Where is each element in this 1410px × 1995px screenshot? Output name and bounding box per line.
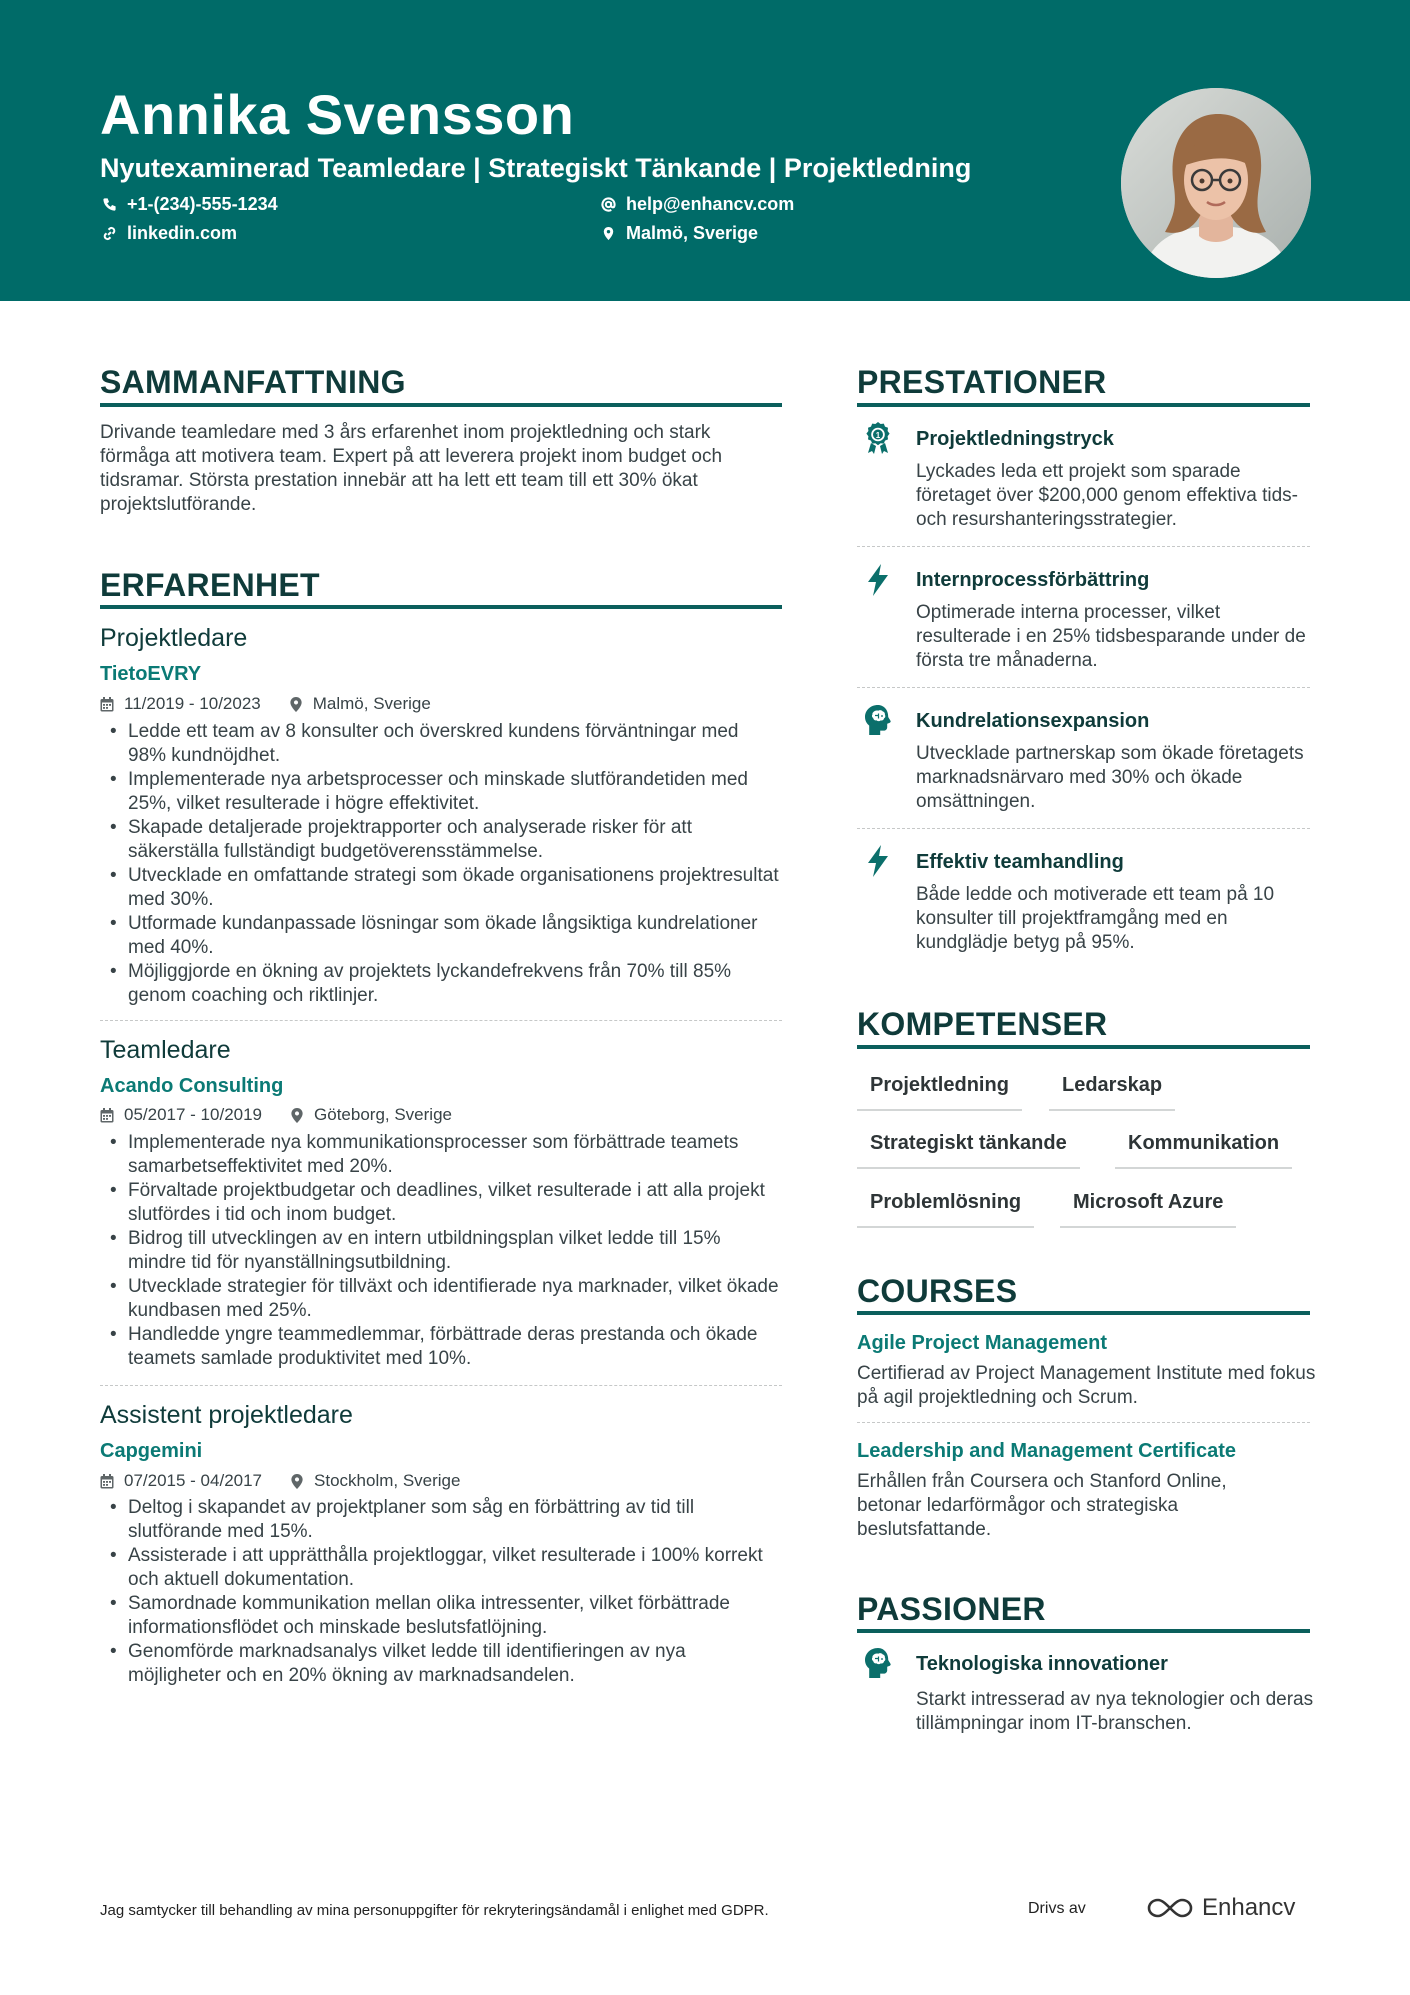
company-name: TietoEVRY bbox=[100, 663, 202, 685]
section-rule bbox=[857, 1629, 1310, 1633]
enhancv-logo[interactable] bbox=[1146, 1894, 1295, 1922]
powered-by-label: Drivs av bbox=[1028, 1900, 1086, 1917]
calendar-icon bbox=[100, 1474, 114, 1489]
achievement-title: Projektledningstryck bbox=[916, 428, 1114, 450]
section-title-passions: PASSIONER bbox=[857, 1591, 1046, 1627]
location-text: Malmö, Sverige bbox=[626, 223, 759, 243]
job-bullets bbox=[100, 720, 780, 1008]
job-dates: 07/2015 - 04/2017 bbox=[124, 1471, 263, 1490]
bullet-item: • Utvecklade en omfattande strategi som ökade organisationens projektresultat med 30%. bbox=[100, 864, 780, 912]
job-title: Projektledare bbox=[100, 624, 248, 652]
bullet-item: • Möjliggjorde en ökning av projektets lyckandefrekvens från 70% till 85% genom coaching och riktlinjer. bbox=[100, 960, 780, 1008]
divider bbox=[857, 828, 1310, 829]
course-text: Erhållen från Coursera och Stanford Online, betonar ledarförmågor och strategiska beslutsfattande. bbox=[857, 1471, 1227, 1540]
summary-text: Drivande teamledare med 3 års erfarenhet inom projektledning och stark förmåga att motivera team. Expert på att leverera projekt inom budget och tidsramar. Största prestation innebär att ha lett ett team till ett 30% ökat projektslutförande. bbox=[100, 422, 723, 515]
achievement-text: Utvecklade partnerskap som ökade företagets marknadsnärvaro med 30% och ökade omsättningen. bbox=[916, 743, 1304, 812]
section-title-experience: ERFARENHET bbox=[100, 567, 320, 603]
passion-text: Starkt intresserad av nya teknologier och deras tillämpningar inom IT-branschen. bbox=[916, 1689, 1314, 1734]
headline: Nyutexaminerad Teamledare | Strategiskt Tänkande | Projektledning bbox=[100, 153, 972, 183]
skill-tag: Kommunikation bbox=[1115, 1131, 1292, 1169]
gdpr-consent: Jag samtycker till behandling av mina personuppgifter för rekryteringsändamål i enlighet med GDPR. bbox=[100, 1902, 769, 1919]
bullet-item: • Implementerade nya kommunikationsprocesser som förbättrade teamets samarbetseffektivitet med 20%. bbox=[100, 1131, 780, 1179]
skill-tag: Microsoft Azure bbox=[1060, 1190, 1236, 1228]
bullet-item: • Implementerade nya arbetsprocesser och minskade slutförandetiden med 25%, vilket resulterade i högre effektivitet. bbox=[100, 768, 780, 816]
resume-header bbox=[0, 0, 1410, 301]
contact-linkedin[interactable] bbox=[102, 221, 237, 245]
at-icon bbox=[601, 197, 616, 212]
phone-icon bbox=[102, 197, 117, 212]
brain-head-icon bbox=[862, 1646, 894, 1680]
company-name: Acando Consulting bbox=[100, 1075, 284, 1097]
section-rule bbox=[100, 605, 782, 609]
divider bbox=[100, 1020, 782, 1021]
achievement-text: Lyckades leda ett projekt som sparade företaget över $200,000 genom effektiva tids- och resurshanteringsstrategier. bbox=[916, 461, 1299, 530]
course-text: Certifierad av Project Management Institute med fokus på agil projektledning och Scrum. bbox=[857, 1363, 1316, 1408]
job-bullets bbox=[100, 1131, 780, 1371]
job-location: Stockholm, Sverige bbox=[314, 1471, 461, 1490]
job-location: Malmö, Sverige bbox=[312, 694, 431, 713]
email-text: help@enhancv.com bbox=[626, 194, 795, 214]
bullet-item: • Skapade detaljerade projektrapporter och analyserade risker för att säkerställa fullständigt budgetöverensstämmelse. bbox=[100, 816, 780, 864]
candidate-name: Annika Svensson bbox=[100, 83, 575, 146]
bullet-item: • Bidrog till utvecklingen av en intern utbildningsplan vilket ledde till 15% mindre tid för nyanställningsutbildning. bbox=[100, 1227, 780, 1275]
skill-tag: Problemlösning bbox=[857, 1190, 1034, 1228]
bullet-item: • Samordnade kommunikation mellan olika intressenter, vilket förbättrade informationsflödet och minskade beslutsfatlöjning. bbox=[100, 1592, 780, 1640]
link-icon bbox=[102, 226, 117, 241]
section-rule bbox=[857, 1311, 1310, 1315]
bullet-item: • Genomförde marknadsanalys vilket ledde till identifieringen av nya möjligheter och en 20% ökning av marknadsandelen. bbox=[100, 1640, 780, 1688]
divider bbox=[857, 546, 1310, 547]
section-title-summary: SAMMANFATTNING bbox=[100, 364, 406, 400]
avatar bbox=[1121, 88, 1311, 278]
skill-tag: Projektledning bbox=[857, 1073, 1022, 1111]
course-title: Leadership and Management Certificate bbox=[857, 1440, 1236, 1462]
location-pin-icon bbox=[289, 697, 303, 712]
infinity-logo-icon bbox=[1146, 1895, 1194, 1921]
bullet-item: • Förvaltade projektbudgetar och deadlines, vilket resulterade i att alla projekt slutfördes i tid och inom budget. bbox=[100, 1179, 780, 1227]
achievement-text: Optimerade interna processer, vilket resulterade i en 25% tidsbesparande under de första tre månaderna. bbox=[916, 602, 1306, 671]
achievement-text: Både ledde och motiverade ett team på 10 konsulter till projektframgång med en kundglädje betyg på 95%. bbox=[916, 884, 1275, 953]
job-location: Göteborg, Sverige bbox=[314, 1105, 452, 1124]
divider bbox=[100, 1385, 782, 1386]
job-meta bbox=[100, 1104, 452, 1126]
section-title-courses: COURSES bbox=[857, 1273, 1018, 1309]
bullet-item: • Assisterade i att upprätthålla projektloggar, vilket resulterade i 100% korrekt och aktuell dokumentation. bbox=[100, 1544, 780, 1592]
brand-name: Enhancv bbox=[1202, 1894, 1296, 1921]
location-pin-icon bbox=[601, 226, 616, 241]
brain-head-icon bbox=[862, 703, 894, 737]
job-meta bbox=[100, 693, 431, 715]
lightning-bolt-icon bbox=[862, 563, 894, 597]
passion-title: Teknologiska innovationer bbox=[916, 1653, 1168, 1675]
job-bullets bbox=[100, 1496, 780, 1688]
contact-location bbox=[601, 221, 758, 245]
job-title: Assistent projektledare bbox=[100, 1401, 353, 1429]
location-pin-icon bbox=[290, 1474, 304, 1489]
contact-email[interactable] bbox=[601, 192, 794, 216]
bullet-item: • Utformade kundanpassade lösningar som ökade långsiktiga kundrelationer med 40%. bbox=[100, 912, 780, 960]
course-title: Agile Project Management bbox=[857, 1332, 1108, 1354]
section-rule bbox=[100, 403, 782, 407]
job-dates: 11/2019 - 10/2023 bbox=[124, 694, 261, 713]
location-pin-icon bbox=[290, 1108, 304, 1123]
calendar-icon bbox=[100, 1108, 114, 1123]
calendar-icon bbox=[100, 697, 114, 712]
award-ribbon-icon bbox=[862, 421, 894, 455]
job-dates: 05/2017 - 10/2019 bbox=[124, 1105, 263, 1124]
company-name: Capgemini bbox=[100, 1440, 203, 1462]
section-title-achievements: PRESTATIONER bbox=[857, 364, 1107, 400]
job-meta bbox=[100, 1470, 460, 1492]
contact-phone[interactable] bbox=[102, 192, 278, 216]
bullet-item: • Ledde ett team av 8 konsulter och överskred kundens förväntningar med 98% kundnöjdhet. bbox=[100, 720, 780, 768]
section-rule bbox=[857, 403, 1310, 407]
section-title-skills: KOMPETENSER bbox=[857, 1006, 1108, 1042]
skill-tag: Strategiskt tänkande bbox=[857, 1131, 1080, 1169]
divider bbox=[857, 1422, 1310, 1423]
achievement-title: Kundrelationsexpansion bbox=[916, 710, 1150, 732]
bullet-item: • Deltog i skapandet av projektplaner som såg en förbättring av tid till slutförande med 15%. bbox=[100, 1496, 780, 1544]
phone-text: +1-(234)-555-1234 bbox=[127, 194, 278, 214]
linkedin-text: linkedin.com bbox=[127, 223, 238, 243]
bullet-item: • Utvecklade strategier för tillväxt och identifierade nya marknader, vilket ökade kundbasen med 25%. bbox=[100, 1275, 780, 1323]
achievement-title: Internprocessförbättring bbox=[916, 569, 1150, 591]
skill-tag: Ledarskap bbox=[1049, 1073, 1175, 1111]
achievement-title: Effektiv teamhandling bbox=[916, 851, 1124, 873]
job-title: Teamledare bbox=[100, 1036, 231, 1064]
section-rule bbox=[857, 1045, 1310, 1049]
divider bbox=[857, 687, 1310, 688]
bullet-item: • Handledde yngre teammedlemmar, förbättrade deras prestanda och ökade teamets samlade produktivitet med 10%. bbox=[100, 1323, 780, 1371]
lightning-bolt-icon bbox=[862, 844, 894, 878]
